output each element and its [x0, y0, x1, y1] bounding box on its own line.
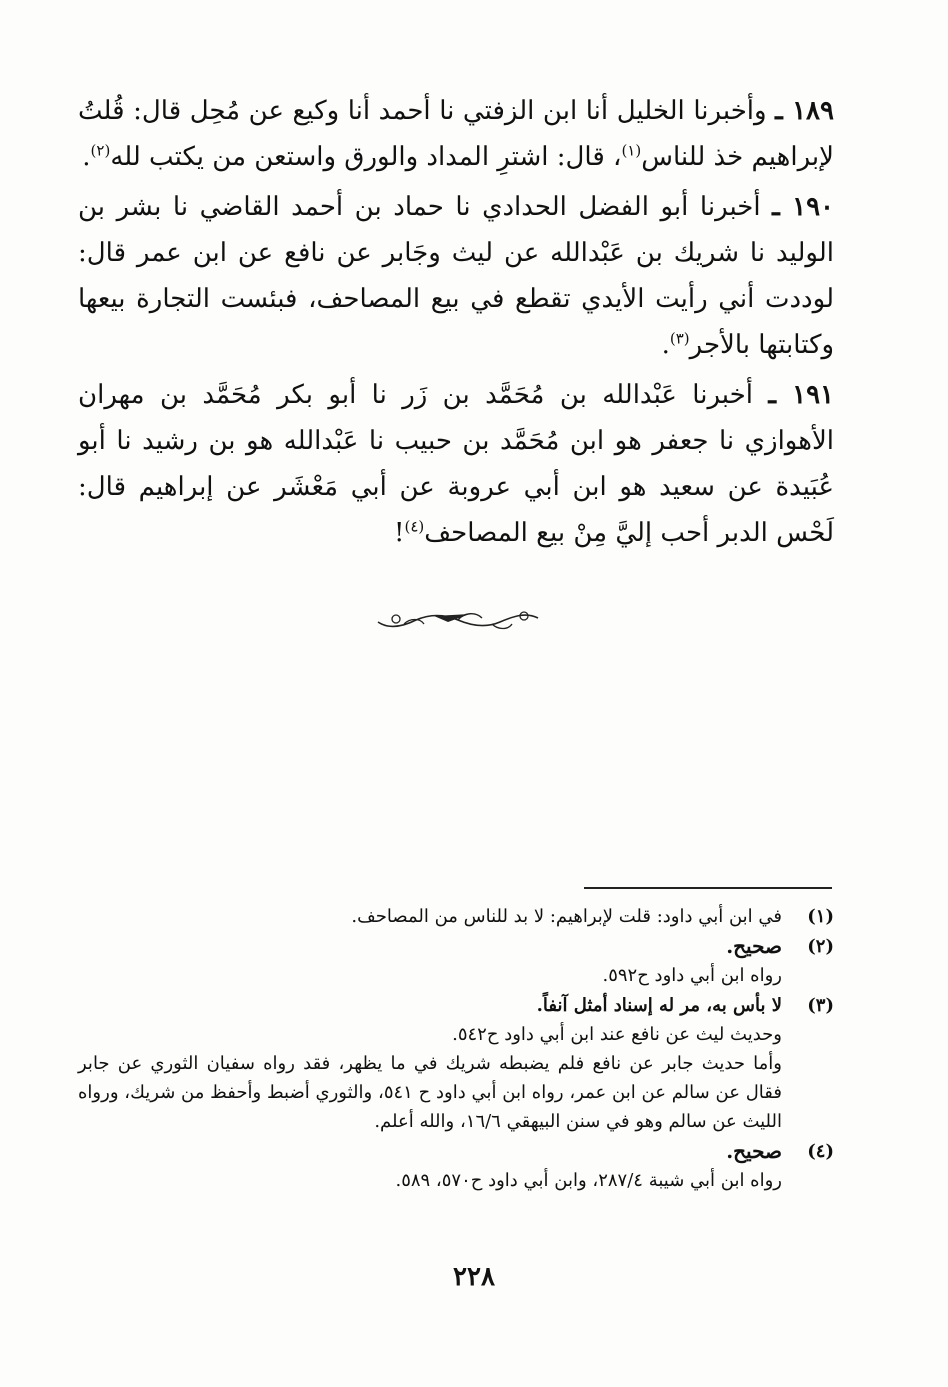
footnote-ref[interactable]: (٢) — [90, 141, 111, 160]
footnote-marker: (٣) — [807, 995, 834, 1016]
paragraph-text: أخبرنا أبو الفضل الحدادي نا حماد بن أحمد القاضي نا بشر بن الوليد نا شريك بن عَبْدالله عن ليث وجَابر عن نافع عن ابن عمر قال: لوددت أني رأيت الأيدي تقطع في بيع المصاحف، فبئست التجارة بيعها وكتابتها بالأجر — [78, 192, 834, 360]
footnote-divider — [584, 887, 832, 889]
footnote-2 — [78, 932, 834, 990]
floral-divider-icon — [374, 602, 542, 636]
page-number: ٢٢٨ — [453, 1262, 495, 1292]
main-text — [78, 88, 834, 560]
footnote-ref[interactable]: (١) — [621, 141, 642, 160]
footnote-marker: (١) — [807, 906, 834, 927]
footnote-4 — [78, 1137, 834, 1195]
footnote-line: وأما حديث جابر عن نافع فلم يضبطه شريك في ما يظهر، فقد رواه سفيان الثوري عن جابر فقال عن سالم عن ابن عمر، رواه ابن أبي داود ح ٥٤١، والثوري أضبط وأحفظ من شريك، ورواه الليث عن سالم وهو في سنن البيهقي ١٦/٦، والله أعلم. — [78, 1053, 782, 1132]
paragraph-text: ، قال: اشترِ المداد والورق واستعن من يكتب لله — [110, 142, 622, 172]
footnote-ref[interactable]: (٤) — [404, 517, 425, 536]
footnote-ref[interactable]: (٣) — [669, 329, 690, 348]
paragraph-text: . — [82, 142, 91, 172]
footnote-grade: صحيح. — [726, 934, 782, 958]
paragraph-190 — [78, 184, 834, 368]
footnote-line: لا بأس به، مر له إسناد أمثل آنفاً. — [536, 995, 782, 1016]
paragraph-number: ١٨٩ ـ — [775, 96, 834, 126]
footnote-marker: (٢) — [807, 936, 834, 957]
paragraph-number: ١٩٠ ـ — [772, 192, 835, 222]
footnote-marker: (٤) — [807, 1141, 834, 1162]
paragraph-text: أخبرنا عَبْدالله بن مُحَمَّد بن زَر نا أبو بكر مُحَمَّد بن مهران الأهوازي نا جعفر هو ابن مُحَمَّد بن حبيب نا عَبْدالله هو بن رشيد نا أبو عُبَيدة عن سعيد هو ابن أبي عروبة عن أبي مَعْشَر عن إبراهيم قال: لَحْس الدبر أحب إليَّ مِنْ بيع المصاحف — [78, 380, 834, 548]
paragraph-text: وأخبرنا الخليل أنا ابن الزفتي نا أحمد أنا وكيع عن مُحِل قال: قُلتُ لإبراهيم خذ للناس — [78, 96, 834, 172]
footnote-line: وحديث ليث عن نافع عند ابن أبي داود ح٥٤٢. — [452, 1024, 782, 1045]
paragraph-number: ١٩١ ـ — [768, 380, 835, 410]
footnote-grade: صحيح. — [726, 1139, 782, 1163]
paragraph-text: ! — [394, 518, 405, 548]
footnotes-section — [78, 902, 834, 1196]
footnote-1 — [78, 902, 834, 931]
paragraph-text: . — [661, 330, 670, 360]
footnote-3 — [78, 991, 834, 1136]
footnote-line: في ابن أبي داود: قلت لإبراهيم: لا بد للناس من المصاحف. — [351, 906, 782, 927]
paragraph-191 — [78, 372, 834, 556]
paragraph-189 — [78, 88, 834, 180]
footnote-line: رواه ابن أبي شيبة ٢٨٧/٤، وابن أبي داود ح٥٧٠، ٥٨٩. — [395, 1170, 782, 1191]
footnote-line: رواه ابن أبي داود ح٥٩٢. — [602, 965, 782, 986]
